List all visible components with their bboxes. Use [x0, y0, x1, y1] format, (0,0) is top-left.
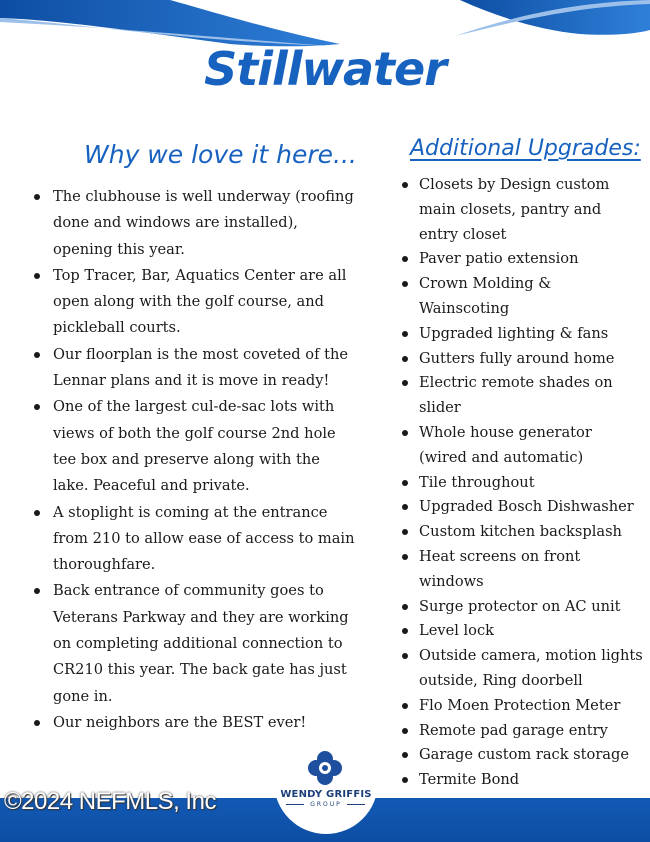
list-item: Flo Moen Protection Meter: [419, 694, 644, 719]
copyright-watermark: ©2024 NEFMLS, Inc: [4, 788, 216, 815]
logo-divider: [347, 804, 365, 805]
logo-subtitle: GROUP: [310, 801, 342, 808]
left-bullet-list: [53, 184, 358, 736]
list-item: Level lock: [419, 619, 644, 644]
list-item: Heat screens on front windows: [419, 545, 644, 595]
quatrefoil-logo-icon: [305, 748, 345, 788]
left-column-heading: Why we love it here...: [84, 140, 357, 169]
list-item: Tile throughout: [419, 471, 644, 496]
list-item: Closets by Design custom main closets, pantry and entry closet: [419, 173, 644, 247]
list-item: Paver patio extension: [419, 247, 644, 272]
list-item: One of the largest cul-de-sac lots with views of both the golf course 2nd hole tee box and preserve along with the lake. Peaceful and private.: [53, 394, 358, 499]
list-item: Top Tracer, Bar, Aquatics Center are all open along with the golf course, and pickleball courts.: [53, 263, 358, 342]
list-item: Crown Molding & Wainscoting: [419, 272, 644, 322]
list-item: Gutters fully around home: [419, 347, 644, 372]
list-item: Termite Bond: [419, 768, 644, 793]
list-item: Back entrance of community goes to Veterans Parkway and they are working on completing additional connection to CR210 this year. The back gate has just gone in.: [53, 578, 358, 709]
list-item: A stoplight is coming at the entrance from 210 to allow ease of access to main thoroughfare.: [53, 500, 358, 579]
list-item: Outside camera, motion lights outside, Ring doorbell: [419, 644, 644, 694]
list-item: Remote pad garage entry: [419, 719, 644, 744]
list-item: Garage custom rack storage: [419, 743, 644, 768]
list-item: Surge protector on AC unit: [419, 595, 644, 620]
list-item: Electric remote shades on slider: [419, 371, 644, 421]
logo-name: WENDY GRIFFIS: [280, 789, 372, 800]
list-item: Upgraded Bosch Dishwasher: [419, 495, 644, 520]
list-item: Our neighbors are the BEST ever!: [53, 710, 358, 736]
list-item: The clubhouse is well underway (roofing done and windows are installed), opening this year.: [53, 184, 358, 263]
list-item: Upgraded lighting & fans: [419, 322, 644, 347]
page-title: Stillwater: [204, 42, 446, 96]
right-bullet-list: [419, 173, 644, 793]
list-item: Custom kitchen backsplash: [419, 520, 644, 545]
list-item: Whole house generator (wired and automatic): [419, 421, 644, 471]
list-item: Our floorplan is the most coveted of the Lennar plans and it is move in ready!: [53, 342, 358, 395]
right-column-heading: Additional Upgrades:: [410, 136, 641, 161]
